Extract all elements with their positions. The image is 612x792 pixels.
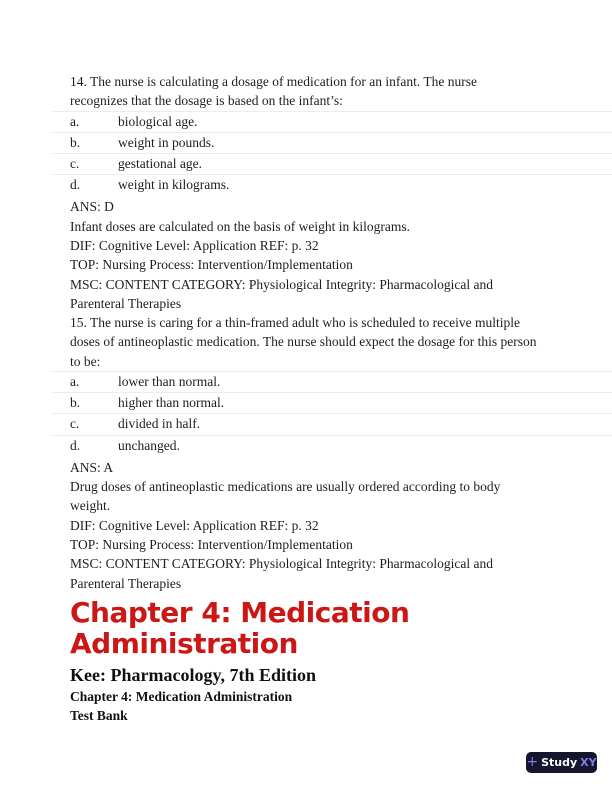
answer-line: ANS: D [70, 199, 114, 215]
top-line: TOP: Nursing Process: Intervention/Implementation [70, 257, 353, 273]
options-list [52, 371, 612, 456]
dif-line: DIF: Cognitive Level: Application REF: p. 32 [70, 237, 319, 253]
option-text: lower than normal. [118, 374, 221, 390]
logo-text-xy: XY [580, 756, 597, 769]
option-row [52, 436, 612, 456]
msc-line: MSC: CONTENT CATEGORY: Physiological Integrity: Pharmacological and [70, 276, 493, 292]
question-stem-line: doses of antineoplastic medication. The nurse should expect the dosage for this person [70, 334, 537, 350]
question-stem-line: recognizes that the dosage is based on the infant’s: [70, 93, 343, 109]
option-row [52, 175, 612, 195]
question-stem-line: 14. The nurse is calculating a dosage of medication for an infant. The nurse [70, 74, 477, 89]
option-row [52, 372, 612, 393]
option-letter: d. [70, 177, 81, 193]
option-letter: c. [70, 416, 80, 432]
answer-line: ANS: A [70, 459, 114, 475]
dif-line: DIF: Cognitive Level: Application REF: p. 32 [70, 517, 319, 533]
option-text: divided in half. [118, 416, 201, 432]
chapter-subtitle: Chapter 4: Medication Administration [70, 688, 293, 704]
options-list [52, 111, 612, 196]
option-text: gestational age. [118, 156, 202, 172]
option-letter: a. [70, 374, 80, 390]
option-text: unchanged. [118, 437, 180, 453]
logo-text-study: Study [541, 756, 578, 769]
option-text: higher than normal. [118, 395, 225, 411]
rationale-line: Infant doses are calculated on the basis of weight in kilograms. [70, 218, 411, 234]
msc-line-continued: Parenteral Therapies [70, 295, 182, 311]
plus-icon: + [526, 754, 539, 770]
question-meta [70, 197, 570, 313]
test-bank-label: Test Bank [70, 708, 128, 724]
question-block-14 [70, 72, 570, 313]
option-text: biological age. [118, 113, 198, 129]
option-letter: b. [70, 395, 81, 411]
question-stem-line: to be: [70, 353, 101, 369]
question-stem-line: 15. The nurse is caring for a thin-framed adult who is scheduled to receive multiple [70, 315, 520, 331]
option-row [52, 393, 612, 414]
msc-line: MSC: CONTENT CATEGORY: Physiological Integrity: Pharmacological and [70, 556, 493, 572]
question-meta [70, 458, 570, 593]
book-title: Kee: Pharmacology, 7th Edition [70, 664, 316, 685]
question-block-15 [70, 313, 570, 593]
rationale-line: Drug doses of antineoplastic medications are usually ordered according to body [70, 479, 501, 495]
option-letter: b. [70, 134, 81, 150]
msc-line-continued: Parenteral Therapies [70, 575, 182, 591]
option-text: weight in kilograms. [118, 177, 230, 193]
option-row [52, 112, 612, 133]
top-line: TOP: Nursing Process: Intervention/Implementation [70, 536, 353, 552]
option-text: weight in pounds. [118, 134, 215, 150]
option-letter: d. [70, 437, 81, 453]
chapter-heading: Chapter 4: Medication Administration [70, 595, 410, 660]
studyxy-logo-badge [526, 752, 597, 773]
rationale-line-continued: weight. [70, 498, 111, 514]
option-letter: a. [70, 113, 80, 129]
option-row [52, 414, 612, 435]
option-letter: c. [70, 156, 80, 172]
option-row [52, 154, 612, 175]
option-row [52, 133, 612, 154]
